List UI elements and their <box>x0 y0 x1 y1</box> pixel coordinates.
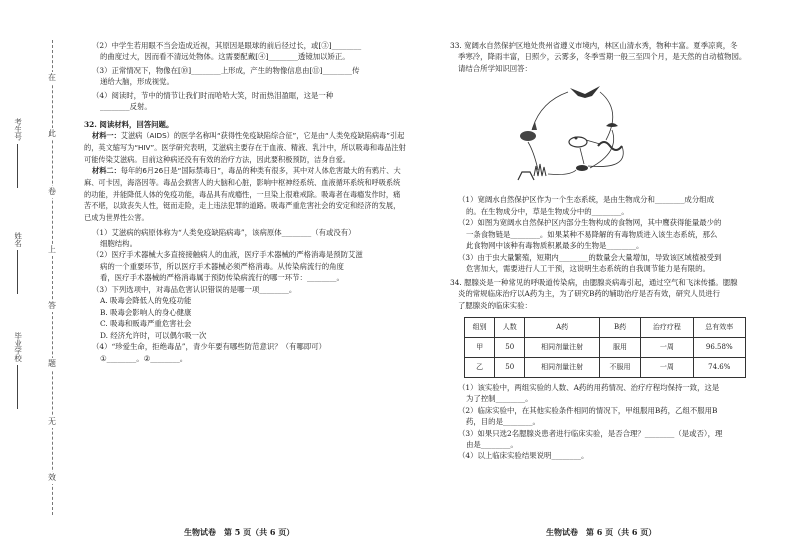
question-33-line: 请结合所学知识回答： <box>458 63 532 73</box>
sub-question: 危害加大，需要进行人工干预，这说明生态系统的自我调节能力是有限的。 <box>466 264 710 274</box>
sub-question: （1）该实验中，两组实验的人数、A药的用药情况、治疗疗程均保持一致，这是 <box>458 382 720 392</box>
text-line: （4）阅读时，节中的情节让我们时而哈哈大笑，时而热泪盈眶，这是一种 <box>92 90 334 100</box>
seal-char: 卷 <box>44 186 60 198</box>
name-label: 姓名 <box>13 232 23 247</box>
sub-question: （2）如图为宽阔水自然保护区内部分生物构成的食物网，其中鹰获得能量最少的 <box>458 218 722 228</box>
page-footer-right: 生物试卷 第 6 页（共 6 页） <box>546 527 657 537</box>
sub-question: 的。在生物成分中，草是生物成分中的________。 <box>466 206 629 216</box>
exam-no-field[interactable] <box>12 118 24 188</box>
table-cell: 96.58% <box>693 337 745 357</box>
deer-icon <box>518 172 534 180</box>
binding-margin <box>0 0 62 560</box>
insect-icon <box>576 165 588 171</box>
text-line: （3）正常情况下，物像在[⑩]________上形成，产生的物像信息由[⑪]________传 <box>92 65 360 75</box>
option-b: B. 吸毒会影响人的身心健康 <box>100 307 192 317</box>
table-cell: 74.6% <box>693 357 745 377</box>
eagle-icon <box>570 86 600 98</box>
question-32-title: 32. 阅读材料，回答问题。 <box>84 119 174 129</box>
sub-question: （1）宽阔水自然保护区作为一个生态系统，是由生物成分和________成分组成 <box>458 195 714 205</box>
sub-question: （3）下列选项中，对毒品危害认识错误的是哪一项________。 <box>92 284 297 294</box>
sub-question: 细胞结构。 <box>100 239 137 248</box>
school-label: 毕业学校 <box>13 332 23 362</box>
text-line: 递给大脑，形成视觉。 <box>100 77 174 87</box>
sub-question: 一条食物链是________。如果某种不易降解的有毒物质进入该生态系统，那么 <box>466 229 718 239</box>
trial-table <box>464 317 746 378</box>
table-cell: 不服用 <box>599 357 640 377</box>
sub-question: （2）医疗手术器械大多直接接触病人的血液，医疗手术器械的严格消毒是预防艾滋 <box>92 250 363 260</box>
material-1-head: 材料一： <box>92 131 121 141</box>
option-c: C. 吸毒和贩毒严重危害社会 <box>100 319 192 329</box>
question-33-line: 季寒冷，降雨丰富，日照少，云雾多，冬季雪期一般三至四个月，是天然的自动植物园。 <box>458 52 747 62</box>
table-cell: 甲 <box>465 337 495 357</box>
sub-question: （4）以上临床实验结果说明________。 <box>458 451 589 461</box>
seal-char: 在 <box>44 72 60 84</box>
table-cell: 相同剂量注射 <box>525 357 600 377</box>
sub-question: 病的一个重要环节，所以医疗手术器械必须严格消毒。从传染病流行的角度 <box>100 261 344 271</box>
table-header-row <box>465 318 746 338</box>
seal-dash-line <box>52 40 53 515</box>
option-d: D. 经济允许时，可以偶尔吸一次 <box>100 330 207 340</box>
text-line: 的曲度过大，因而看不清远处物体。这需要配戴[④]________透镜加以矫正。 <box>100 52 350 62</box>
food-web-diagram <box>510 80 660 190</box>
food-web-arrows <box>528 92 623 175</box>
snake-icon <box>598 142 622 150</box>
seal-char: 此 <box>44 128 60 140</box>
table-cell: 一周 <box>641 357 693 377</box>
sub-question: （4）“珍爱生命，拒绝毒品”，青少年要有哪些防范意识？（有哪即可） <box>92 342 326 352</box>
text-line: ________反射。 <box>100 102 152 112</box>
question-34-line: 了腮腺炎的临床实验： <box>458 300 532 310</box>
text-line: （2）中学生若用眼不当会造成近视，其原因是眼球的前后径过长，或[③]________ <box>92 41 362 50</box>
option-a: A. 吸毒会降低人的免疫功能 <box>100 296 192 306</box>
question-34-line: 炎的常规临床治疗以A药为主，为了研究B药的辅助治疗是否有效，研究人员进行 <box>458 289 721 299</box>
question-33-line: 33. 宽阔水自然保护区地处贵州省遵义市境内，林区山清水秀，物种丰富。夏季凉爽，冬 <box>450 41 738 50</box>
seal-char: 上 <box>44 244 60 256</box>
exam-no-label: 考生号 <box>13 118 23 141</box>
table-header: 总有效率 <box>693 318 745 338</box>
material-1 <box>84 130 406 165</box>
sub-question: 药，目的是________。 <box>466 417 540 427</box>
seal-char: 效 <box>44 472 60 484</box>
sub-question: （1）艾滋病的病原体称为“人类免疫缺陷病毒”，该病原体________（有或没有） <box>92 227 356 237</box>
seal-char: 题 <box>44 358 60 370</box>
table-row <box>465 337 746 357</box>
table-header: A药 <box>525 318 600 338</box>
answer-blanks: ①________。②________。 <box>100 353 188 363</box>
sub-question: （3）由于虫大量繁殖，短期内________的数量会大量增加，导致该区域植被受到 <box>458 252 722 262</box>
sub-question: （2）临床实验中，在其他实验条件相同的情况下，甲组服用B药，乙组不服用B <box>458 405 718 415</box>
table-cell: 服用 <box>599 337 640 357</box>
table-cell: 50 <box>495 357 525 377</box>
grass-icon <box>534 164 546 176</box>
seal-char: 无 <box>44 416 60 428</box>
table-header: B药 <box>599 318 640 338</box>
left-column <box>84 40 406 364</box>
material-1-body: 艾滋病（AIDS）的医学名称叫“获得性免疫缺陷综合征”，它是由“人类免疫缺陷病毒”引起的，英文缩写为“HIV”。医学研究表明，艾滋病主要存在于血液、精液、乳汁中，所以吸毒和毒品注射可能传染艾滋病。目前这种病还没有有效的治疗方法，因此要积极预防，洁身自爱。 <box>84 131 406 164</box>
table-cell: 50 <box>495 337 525 357</box>
table-header: 治疗疗程 <box>641 318 693 338</box>
right-column <box>450 40 768 462</box>
sub-question: 看，医疗手术器械的严格消毒属于预防传染病流行的哪一环节：________。 <box>100 273 344 283</box>
table-cell: 一周 <box>641 337 693 357</box>
sub-question: 此食物网中该种有毒物质积累最多的生物是________。 <box>466 241 644 251</box>
table-cell: 相同剂量注射 <box>525 337 600 357</box>
school-field[interactable] <box>12 332 24 409</box>
sub-question: 由是________。 <box>466 439 518 449</box>
rabbit-icon <box>520 122 537 141</box>
seal-char: 答 <box>44 300 60 312</box>
frog-icon <box>569 137 587 148</box>
sub-question: 为了控制________。 <box>466 394 533 404</box>
sub-question: （3）如果只选2名腮腺炎患者进行临床实验，是否合理？________（是或否），理 <box>458 428 723 438</box>
material-2-head: 材料二： <box>92 166 121 176</box>
question-34-line: 34. 腮腺炎是一种常见的呼吸道传染病，由腮腺炎病毒引起，通过空气和飞沫传播。腮腺 <box>450 277 738 287</box>
table-header: 人数 <box>495 318 525 338</box>
page-footer-left: 生物试卷 第 5 页（共 6 页） <box>184 527 295 537</box>
material-2 <box>84 165 406 223</box>
material-2-body: 每年的6月26日是“国际禁毒日”，毒品的种类有很多，其中对人体危害最大的有鸦片、大麻、可卡因，海洛因等。毒品会损害人的大脑和心脏，影响中枢神经系统、血液循环系统和呼吸系统的功能，并能降低人体的免疫功能，毒品具有成瘾性，一旦染上很难戒除。吸毒者在毒瘾发作时，痛苦不堪，以致丧失人性，铤而走险，走上违法犯罪的道路。吸毒严重危害社会的安定和经济的发展，已成为世界性公害。 <box>84 166 401 222</box>
table-header: 组别 <box>465 318 495 338</box>
table-cell: 乙 <box>465 357 495 377</box>
name-field[interactable] <box>12 232 24 294</box>
table-row <box>465 357 746 377</box>
